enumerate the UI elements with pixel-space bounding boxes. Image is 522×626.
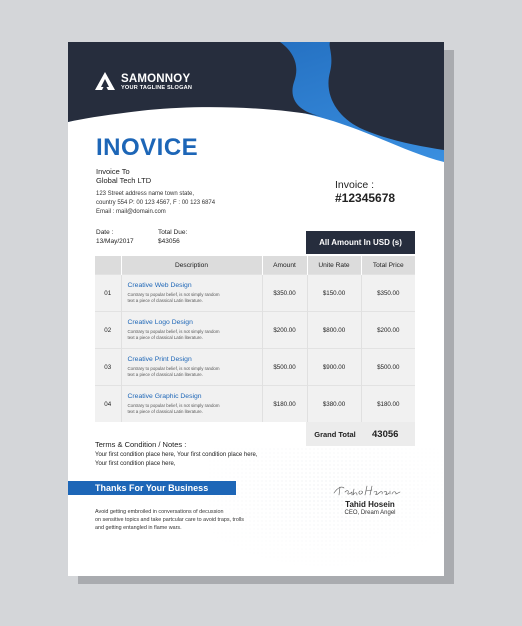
terms-line: Your first condition place here, (95, 461, 176, 467)
row-description (121, 349, 262, 386)
thanks-banner: Thanks For Your Business (68, 481, 236, 495)
terms-text (95, 451, 295, 469)
page-title: INOVICE (96, 134, 199, 161)
brand-name: SAMONNOY (121, 72, 191, 85)
row-rate: $150.00 (307, 275, 361, 312)
row-rate: $380.00 (307, 386, 361, 423)
invoice-to-name: Global Tech LTD (96, 176, 152, 185)
row-total: $350.00 (361, 275, 415, 312)
col-header-rate: Unite Rate (307, 256, 361, 275)
row-rate: $900.00 (307, 349, 361, 386)
row-description (121, 312, 262, 349)
row-subtext: text a piece of classical Latin literature. (127, 409, 203, 414)
grand-total-label: Grand Total (314, 429, 356, 439)
table-header-row (95, 256, 415, 275)
terms-heading: Terms & Condition / Notes : (95, 440, 187, 449)
row-title: Creative Logo Design (127, 319, 193, 326)
row-subtext: text a piece of classical Latin literature. (127, 335, 203, 340)
brand-slogan: YOUR TAGLINE SLOGAN (121, 84, 193, 91)
date-block (96, 228, 134, 246)
row-subtext: text a piece of classical Latin literature. (127, 298, 203, 303)
row-total: $180.00 (361, 386, 415, 423)
col-header-amount: Amount (262, 256, 307, 275)
row-number: 02 (95, 312, 121, 349)
table-row (95, 275, 415, 312)
invoice-to-label: Invoice To (96, 167, 130, 176)
row-subtext: text a piece of classical Latin literature. (127, 372, 203, 377)
row-title: Creative Graphic Design (127, 393, 202, 400)
invoice-page (68, 42, 444, 576)
footer-line: and getting entangled in flame wars. (95, 525, 182, 531)
invoice-to-address (96, 190, 286, 217)
email-line: Email : mail@domain.com (96, 209, 166, 215)
row-number: 03 (95, 349, 121, 386)
row-subtext: Contrary to popular belief, is not simply random (127, 292, 220, 297)
brand-logo-icon (94, 71, 116, 93)
row-amount: $200.00 (262, 312, 307, 349)
table-row (95, 312, 415, 349)
row-amount: $180.00 (262, 386, 307, 423)
row-title: Creative Print Design (127, 356, 192, 363)
row-rate: $800.00 (307, 312, 361, 349)
footer-note (95, 508, 295, 532)
col-header-total: Total Price (361, 256, 415, 275)
row-number: 01 (95, 275, 121, 312)
row-description (121, 386, 262, 423)
row-subtext: Contrary to popular belief, is not simply random (127, 403, 220, 408)
signature-name: Tahid Hosein (345, 500, 395, 509)
footer-line: Avoid getting embroiled in conversations of decussion (95, 509, 224, 515)
phone-line: country 554 P: 00 123 4567, F : 00 123 6874 (96, 200, 216, 206)
items-table (95, 256, 415, 422)
table-row (95, 386, 415, 423)
row-total: $200.00 (361, 312, 415, 349)
total-due-label: Total Due: (158, 229, 188, 236)
table-row (95, 349, 415, 386)
invoice-number-label: Invoice : (335, 179, 375, 191)
grand-total (306, 422, 415, 446)
row-number: 04 (95, 386, 121, 423)
col-header-description: Description (121, 256, 262, 275)
row-subtext: Contrary to popular belief, is not simply random (127, 329, 220, 334)
footer-line: on sensitive topics and take partcular care to avoid traps, trolls (95, 517, 244, 523)
address-line: 123 Street address name town state, (96, 191, 195, 197)
total-due-value: $43056 (158, 238, 180, 245)
total-due-block (158, 228, 187, 246)
row-total: $500.00 (361, 349, 415, 386)
row-subtext: Contrary to popular belief, is not simply random (127, 366, 220, 371)
currency-banner: All Amount In USD (s) (306, 231, 415, 254)
row-description (121, 275, 262, 312)
signature-title: CEO, Dream Angel (344, 510, 396, 516)
invoice-number: #12345678 (335, 191, 396, 205)
col-header-no (95, 256, 121, 275)
date-label: Date : (96, 229, 114, 236)
signature-image (330, 483, 410, 499)
row-title: Creative Web Design (127, 282, 192, 289)
brand-logo (94, 71, 192, 93)
date-value: 13/May/2017 (96, 238, 134, 245)
grand-total-value: 43056 (372, 428, 399, 440)
row-amount: $350.00 (262, 275, 307, 312)
terms-line: Your first condition place here, Your first condition place here, (95, 452, 258, 458)
row-amount: $500.00 (262, 349, 307, 386)
